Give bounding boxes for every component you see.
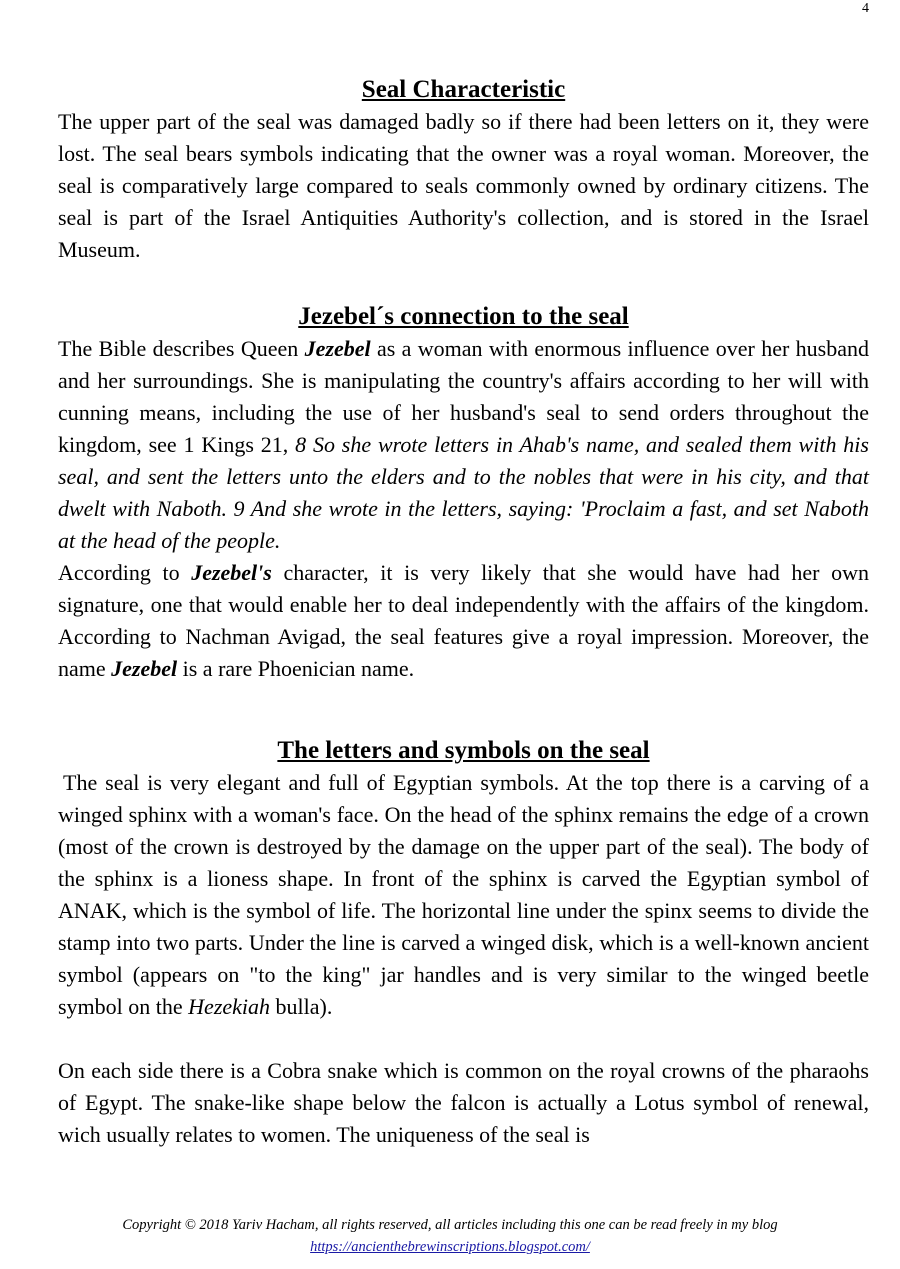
bible-quote: 8 So she wrote letters in Ahab's name, and sealed them with his seal, and sent the letters unto the elders and to the nobles that were in his city, and that dwelt with Naboth. 9 And she wrote in the letters, saying: 'Proclaim a fast, and set Naboth at the head of the people.	[58, 432, 869, 553]
paragraph-cobra-snake: On each side there is a Cobra snake which is common on the royal crowns of the pharaohs of Egypt. The snake-like shape below the falcon is actually a Lotus symbol of renewal, wich usually relates to women. The uniqueness of the seal is	[58, 1058, 869, 1147]
text-run: The Bible describes Queen	[58, 336, 305, 361]
text-run: character, it is very likely that she would have had her own signature, one that would enable her to deal independently with the affairs of the kingdom. According to Nachman Avigad, the seal features give a royal impression. Moreover, the name	[58, 560, 870, 681]
page-number: 4	[862, 1, 869, 16]
hezekiah-reference: Hezekiah	[188, 994, 271, 1019]
text-run: The seal is very elegant and full of Egyptian symbols. At the top there is a carving of a winged sphinx with a woman's face. On the head of the sphinx remains the edge of a crown (most of the crown is destroyed by the damage on the upper part of the seal). The body of the sphinx is a lioness shape. In front of the sphinx is carved the Egyptian symbol of ANAK, which is the symbol of life. The horizontal line under the spinx seems to divide the stamp into two parts. Under the line is carved a winged disk, which is a well-known ancient symbol (appears on "to the king" jar handles and is very similar to the winged beetle symbol on the	[58, 770, 869, 1019]
text-run: bulla).	[270, 994, 333, 1019]
text-run: According to	[58, 560, 192, 585]
paragraph-jezebel-character	[58, 557, 869, 685]
document-body	[58, 74, 869, 1151]
text-run: is a rare Phoenician name.	[177, 656, 415, 681]
copyright-notice: Copyright © 2018 Yariv Hacham, all rights reserved, all articles including this one can be read freely in my blog	[122, 1217, 778, 1233]
section-title-seal-characteristic: Seal Characteristic	[361, 76, 566, 103]
name-jezebel: Jezebel	[111, 656, 178, 681]
blog-link[interactable]: https://ancienthebrewinscriptions.blogspot.com/	[310, 1239, 590, 1255]
section-title-letters-symbols: The letters and symbols on the seal	[277, 737, 650, 764]
name-jezebel: Jezebel	[304, 336, 371, 361]
paragraph-seal-characteristic: The upper part of the seal was damaged badly so if there had been letters on it, they were lost. The seal bears symbols indicating that the owner was a royal woman. Moreover, the seal is comparatively large compared to seals commonly owned by ordinary citizens. The seal is part of the Israel Antiquities Authority's collection, and is stored in the Israel Museum.	[58, 109, 869, 262]
footer	[0, 1214, 900, 1258]
paragraph-bible-description	[58, 333, 869, 557]
paragraph-egyptian-symbols	[58, 767, 869, 1023]
section-title-jezebel-connection: Jezebel´s connection to the seal	[298, 303, 629, 330]
name-jezebels: Jezebel's	[191, 560, 272, 585]
text-run: as a woman with enormous influence over her husband and her surroundings. She is manipulating the country's affairs according to her will with cunning means, including the use of her husband's seal to send orders throughout the kingdom, see 1 Kings 21,	[58, 336, 869, 457]
